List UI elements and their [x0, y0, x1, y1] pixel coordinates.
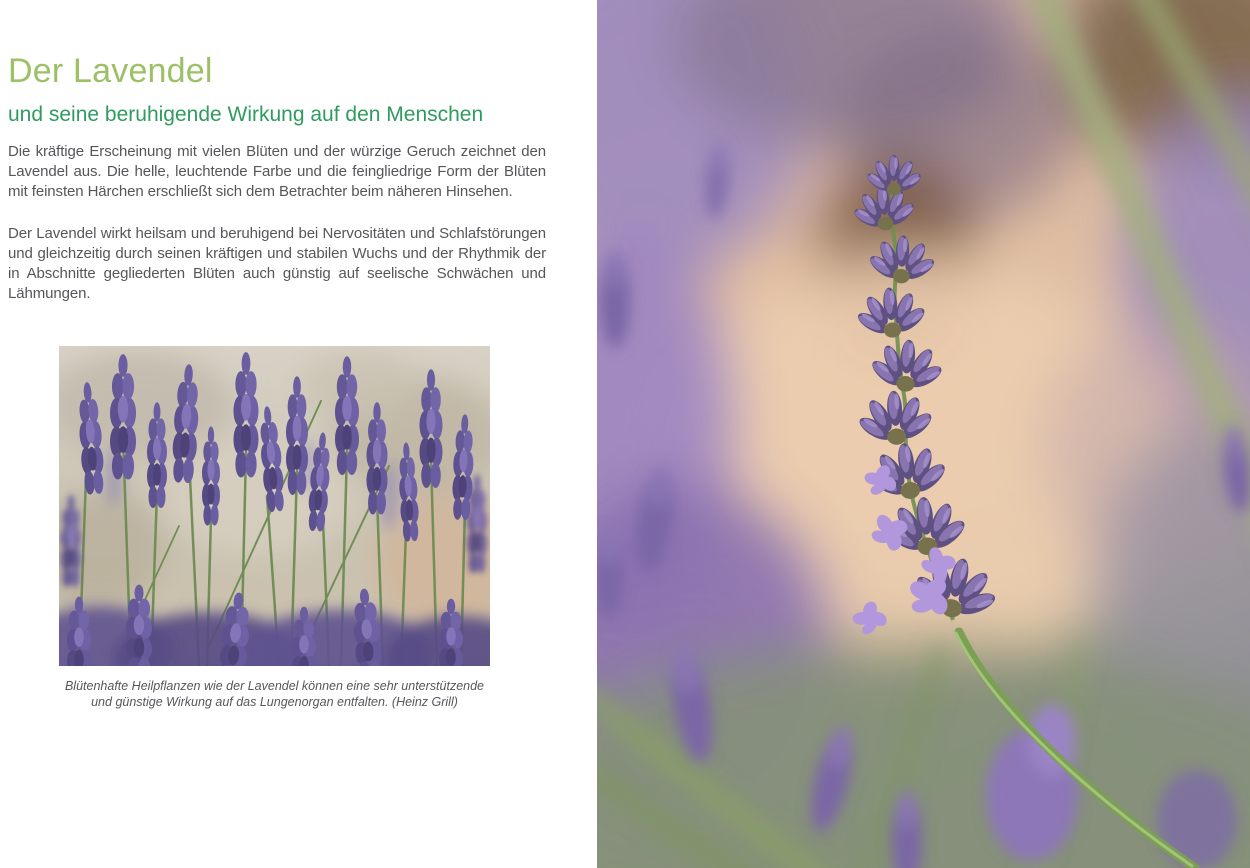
lavender-stem-closeup-photo [597, 0, 1250, 868]
left-page [0, 0, 597, 868]
paragraph-2: Der Lavendel wirkt heilsam und beruhigend bei Nervositäten und Schlafstörungen und gleichzeitig durch seinen kräftigen und stabilen Wuchs und der Rhythmik der in Abschnitte gegliederten Blüten auch günstig auf seelische Schwächen und Lähmungen. [8, 225, 546, 303]
page-title: Der Lavendel [8, 52, 213, 90]
lavender-field-photo [59, 346, 490, 666]
paragraph-1: Die kräftige Erscheinung mit vielen Blüten und der würzige Geruch zeichnet den Lavendel aus. Die helle, leuchtende Farbe und die feingliedrige Form der Blüten mit feinsten Härchen erschließt sich dem Betrachter beim näheren Hinsehen. [8, 143, 546, 201]
left-page-content [8, 52, 546, 710]
photo-caption: Blütenhafte Heilpflanzen wie der Lavendel können eine sehr unterstützende und günstige Wirkung auf das Lungenorgan entfalten. (Heinz Grill) [64, 679, 485, 710]
lavender-field-figure [59, 346, 490, 710]
page-subtitle: und seine beruhigende Wirkung auf den Menschen [8, 103, 484, 127]
